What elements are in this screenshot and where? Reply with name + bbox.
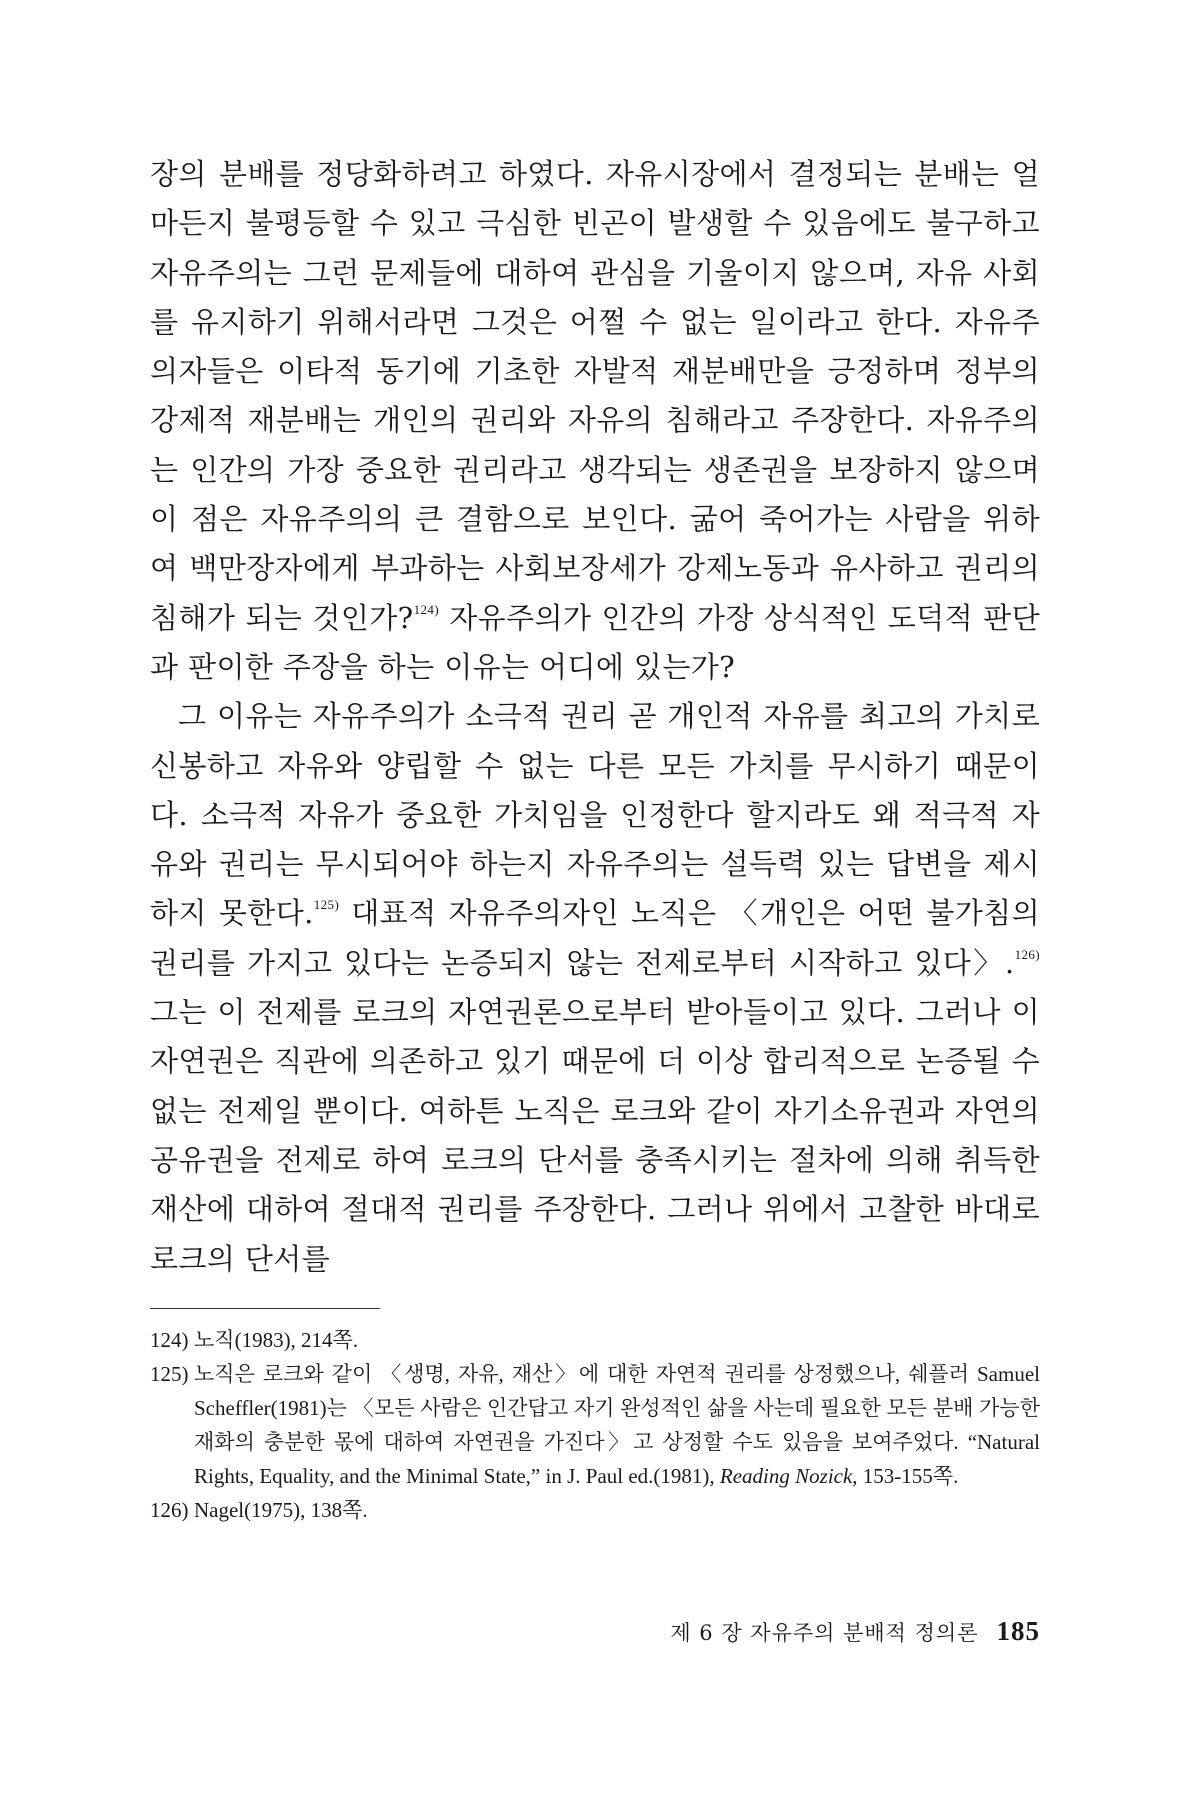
footnote-text: 노직(1983), 214쪽. — [194, 1327, 359, 1352]
footnote-number: 126) — [150, 1497, 189, 1522]
body-paragraph-2 — [150, 692, 1040, 1284]
footnote-text-part-a: 노직은 로크와 같이 〈생명, 자유, 재산〉에 대한 자연적 권리를 상정했으나, 쉐플러 Samuel Scheffler(1981)는 〈모든 사람은 인간답고 자기 완성적인 삶을 사는데 필요한 모든 분배 가능한 재화의 충분한 몫에 대하여 자연권을 가진다〉고 상정할 수도 있음을 보여주었다. “Natural Rights, Equality, and the Minimal State,” in J. Paul ed.(1981), — [194, 1361, 1040, 1488]
footnote-book-title: Reading Nozick — [719, 1463, 853, 1488]
footnote-124 — [150, 1323, 1040, 1357]
page-number: 185 — [996, 1616, 1040, 1646]
footnote-text — [194, 1357, 1040, 1493]
chapter-title: 제 6 장 자유주의 분배적 정의론 — [670, 1621, 979, 1645]
footnote-number: 125) — [150, 1361, 189, 1386]
paragraph-2-text-c: 그는 이 전제를 로크의 자연권론으로부터 받아들이고 있다. 그러나 이 자연권은 직관에 의존하고 있기 때문에 더 이상 합리적으로 논증될 수 없는 전제일 뿐이다. 여하튼 노직은 로크와 같이 자기소유권과 자연의 공유권을 전제로 하여 로크의 단서를 충족시키는 절차에 의해 취득한 재산에 대하여 절대적 권리를 주장한다. 그러나 위에서 고찰한 바대로 로크의 단서를 — [150, 995, 1040, 1276]
footnote-125 — [150, 1357, 1040, 1493]
paragraph-2-text-a: 그 이유는 자유주의가 소극적 권리 곧 개인적 자유를 최고의 가치로 신봉하고 자유와 양립할 수 없는 다른 모든 가치를 무시하기 때문이다. 소극적 자유가 중요한 가치임을 인정한다 할지라도 왜 적극적 자유와 권리는 무시되어야 하는지 자유주의는 설득력 있는 답변을 제시하지 못한다. — [150, 699, 1040, 931]
page-content — [150, 150, 1040, 1527]
body-paragraph-1 — [150, 150, 1040, 692]
footnote-number: 124) — [150, 1327, 189, 1352]
running-footer — [670, 1616, 1040, 1647]
footnote-text: Nagel(1975), 138쪽. — [194, 1497, 368, 1522]
footnote-126 — [150, 1493, 1040, 1527]
footnote-divider — [150, 1308, 380, 1309]
footnote-text-part-b: , 153-155쪽. — [852, 1463, 959, 1488]
paragraph-2-text-b: 대표적 자유주의자인 노직은 〈개인은 어떤 불가침의 권리를 가지고 있다는 논증되지 않는 전제로부터 시작하고 있다〉. — [150, 896, 1040, 980]
footnote-ref-125[interactable]: 125) — [313, 897, 340, 913]
footnote-ref-124[interactable]: 124) — [413, 601, 440, 617]
paragraph-1-tail: 자유주의가 인간의 가장 상식적인 도덕적 판단과 판이한 주장을 하는 이유는 어디에 있는가? — [150, 600, 1041, 684]
paragraph-1-text: 장의 분배를 정당화하려고 하였다. 자유시장에서 결정되는 분배는 얼마든지 불평등할 수 있고 극심한 빈곤이 발생할 수 있음에도 불구하고 자유주의는 그런 문제들에 대하여 관심을 기울이지 않으며, 자유 사회를 유지하기 위해서라면 그것은 어쩔 수 없는 일이라고 한다. 자유주의자들은 이타적 동기에 기초한 자발적 재분배만을 긍정하며 정부의 강제적 재분배는 개인의 권리와 자유의 침해라고 주장한다. 자유주의는 인간의 가장 중요한 권리라고 생각되는 생존권을 보장하지 않으며 이 점은 자유주의의 큰 결함으로 보인다. 굶어 죽어가는 사람을 위하여 백만장자에게 부과하는 사회보장세가 강제노동과 유사하고 권리의 침해가 되는 것인가? — [150, 157, 1040, 635]
footnote-ref-126[interactable]: 126) — [1014, 946, 1040, 962]
footnote-list — [150, 1323, 1040, 1527]
